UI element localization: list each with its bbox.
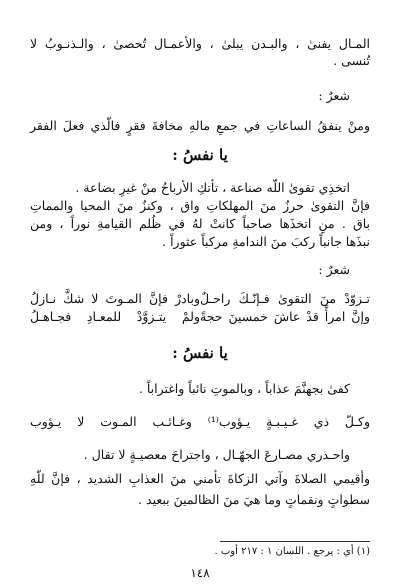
paragraph-line: فإنَّ التقوىٰ حرزٌ منَ المهلكاتِ واق ، وكنزٌ منَ المحيا والمماتِ xyxy=(30,198,370,213)
paragraph-line: وأقيمي الصلاةَ وآتي الزكاةَ تأمني منَ العذابِ الشديد ، فإنَّ للّهِ xyxy=(30,471,370,486)
section-heading: يا نفسُ : xyxy=(172,344,228,362)
verse-line: وكـلّ ذي غـيـبـةٍ يـؤوب⁽¹⁾ وغـائـب المـوت لا يـؤوب xyxy=(30,414,370,429)
verse-hemistich-right: وإنَّ امرأً قدْ عاشَ خمسينَ حجةً xyxy=(200,309,370,324)
poem-label: شعرٌ : xyxy=(318,88,350,103)
intro-line-2: تُنسى . xyxy=(333,53,370,68)
paragraph-line: اتخذِي تقوىٰ اللّه صناعة ، تأتكِ الأرباحُ منْ غيرِ بضاعة . xyxy=(75,180,350,195)
verse-hemistich-right: تـزوّدْ منَ التقوىٰ فـإنّـكَ راحـلٌ xyxy=(200,291,370,306)
verse-hemistich-left: ولمْ يتـزوَّدْ للمعـادِ فجـاهـلُ xyxy=(30,309,200,324)
intro-line-1: المـال يفنىٰ ، والبـدن يبلىٰ ، والأعمـال تُحصىٰ ، والـذنـوبُ لا xyxy=(30,36,370,51)
paragraph-line: سطواتٍ ونقماتٍ وما هيَ منَ الظالمينَ ببعيد . xyxy=(138,492,370,507)
footnote-divider xyxy=(220,541,370,542)
poem-verse: ومنْ ينفقُ الساعاتِ في جمعِ مالهِ مخافةَ فقرٍ فالّذي فعلَ الفقر xyxy=(30,118,370,133)
verse-hemistich-left: وبادرْ فإنَّ المـوتَ لا شكَّ نـازلُ xyxy=(30,291,200,306)
paragraph-line: نبذَها جانباً ركبَ منَ الندامةِ مركباً عثوراً . xyxy=(162,234,370,249)
section-heading: يا نفسُ : xyxy=(172,146,228,164)
footnote: (١) أي : يرجع . اللسان ١ : ٢١٧ أوب . xyxy=(214,546,370,557)
paragraph-line: كفىٰ بجهنَّمَ عذاباً ، وبالموتِ نائباً واغتراباً . xyxy=(138,381,350,396)
page-number: ١٤٨ xyxy=(190,566,210,580)
paragraph-line: واحـذري مصـارعَ الجهّـال ، واجتراحَ معصيـةٍ لا تقال . xyxy=(83,447,350,462)
poem-label: شعرٌ : xyxy=(318,262,350,277)
paragraph-line: باق . منِ اتخذَها صاحباً كانتْ لهُ في ظُلم القيامةِ نوراً ، ومن xyxy=(30,216,370,231)
